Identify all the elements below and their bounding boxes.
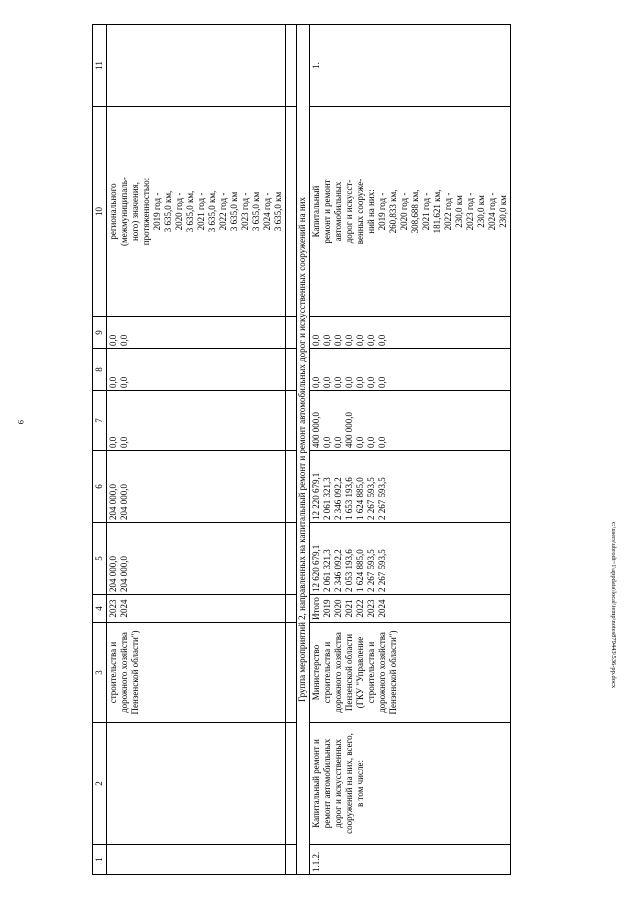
cont-cell-2 — [107, 723, 286, 845]
col-header-7: 7 — [93, 391, 107, 451]
cont-years: 2023 2024 — [107, 595, 286, 623]
col-header-9: 9 — [93, 317, 107, 349]
col-header-3: 3 — [93, 623, 107, 723]
cont-total: 204 000,0 204 000,0 — [107, 523, 286, 595]
col-header-2: 2 — [93, 723, 107, 845]
column-number-row — [93, 25, 107, 875]
item-name: Капитальный ремонт и ремонт автомобильных дорог и искусственных сооружений на них, всего, в том числе: — [310, 723, 511, 845]
item-indicator: Капитальный ремонт и ремонт автомобильных дорог и искусст- венных сооруже- ний на них: 2019 год - 260,833 км, 2020 год - 308,688 км, 2021 год - 181,621 км, 2022 год - 230,0 км 2023 год - 230,0 км 2024 год - 230,0 км — [310, 107, 511, 317]
item-local: 0,0 0,0 0,0 0,0 0,0 0,0 0,0 — [310, 349, 511, 391]
col-header-11: 11 — [93, 25, 107, 107]
col-header-6: 6 — [93, 451, 107, 523]
cont-executor: строительства и дорожного хозяйства Пензенской области") — [107, 623, 286, 723]
program-activities-table — [92, 24, 511, 875]
item-row-1-1-2 — [310, 25, 511, 875]
col-header-4: 4 — [93, 595, 107, 623]
item-regional: 12 220 679,1 2 061 321,3 2 346 092,2 1 653 193,6 1 624 885,0 2 267 593,5 2 267 593,5 — [310, 451, 511, 523]
cont-other: 0,0 0,0 — [107, 317, 286, 349]
item-target-ref: 1. — [310, 25, 511, 107]
cont-indicator: регионального (межмуниципаль- ного) значения, протяженностью: 2019 год - 3 635,0 км, 2020 год - 3 635,0 км, 2021 год - 3 635,0 км, 2022 год - 3 635,0 км 2023 год - 3 635,0 км 2024 год - 3 635,0 км — [107, 107, 286, 317]
col-header-5: 5 — [93, 523, 107, 595]
page-number: 9 — [16, 420, 26, 425]
col-header-10: 10 — [93, 107, 107, 317]
cont-cell-1 — [107, 845, 286, 875]
cont-cell-11 — [107, 25, 286, 107]
item-other: 0,0 0,0 0,0 0,0 0,0 0,0 0,0 — [310, 317, 511, 349]
rotated-table-container — [92, 25, 532, 875]
footer-file-path: c:\users\ubrodt~1\appdata\local\temp\notes879443\536-pp.docx — [610, 522, 617, 689]
col-header-8: 8 — [93, 349, 107, 391]
item-total: 12 620 679,1 2 061 321,3 2 346 092,2 2 053 193,6 1 624 885,0 2 267 593,5 2 267 593,5 — [310, 523, 511, 595]
item-number: 1.1.2. — [310, 845, 511, 875]
continued-row — [107, 25, 286, 875]
group-title-row — [297, 25, 310, 875]
cont-regional: 204 000,0 204 000,0 — [107, 451, 286, 523]
item-federal: 400 000,0 0,0 0,0 400 000,0 0,0 0,0 0,0 — [310, 391, 511, 451]
cont-local: 0,0 0,0 — [107, 349, 286, 391]
col-header-1: 1 — [93, 845, 107, 875]
spacer-row — [286, 25, 297, 875]
item-years: Итого 2019 2020 2021 2022 2023 2024 — [310, 595, 511, 623]
cont-federal: 0,0 0,0 — [107, 391, 286, 451]
group-title: Группа мероприятий 2, направленных на капитальный ремонт и ремонт автомобильных дорог и искусственных сооружений на них — [297, 25, 310, 875]
item-executor: Министерство строительства и дорожного хозяйства Пензенской области (ГКУ "Управление строительства и дорожного хозяйства Пензенской области") — [310, 623, 511, 723]
